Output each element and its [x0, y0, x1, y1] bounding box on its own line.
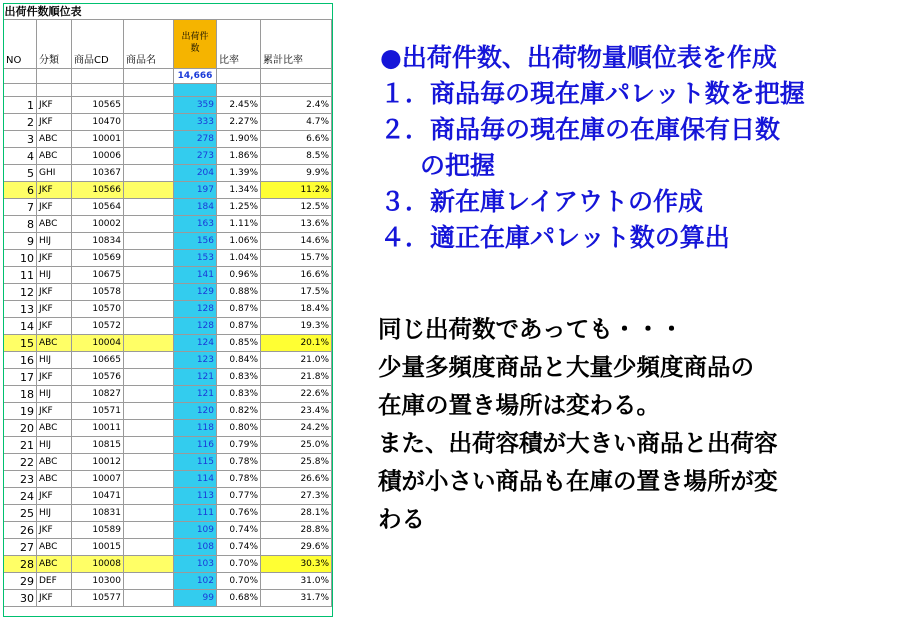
shipments-cell: 184	[174, 199, 217, 216]
shipments-cell: 141	[174, 267, 217, 284]
ratio-cell: 0.84%	[217, 352, 261, 369]
product-name-cell	[124, 301, 174, 318]
product-cd-cell: 10831	[72, 505, 124, 522]
rank-cell: 12	[4, 284, 37, 301]
product-cd-cell: 10367	[72, 165, 124, 182]
table-row	[4, 488, 332, 505]
header-shipments-line1: 出荷件	[181, 32, 209, 42]
product-name-cell	[124, 233, 174, 250]
category-cell: ABC	[37, 131, 72, 148]
shipments-cell: 111	[174, 505, 217, 522]
product-cd-cell: 10569	[72, 250, 124, 267]
product-cd-cell: 10011	[72, 420, 124, 437]
ratio-cell: 0.82%	[217, 403, 261, 420]
table-row	[4, 182, 332, 199]
product-cd-cell: 10570	[72, 301, 124, 318]
shipments-cell: 273	[174, 148, 217, 165]
note-line-6: わる	[378, 505, 425, 533]
product-name-cell	[124, 420, 174, 437]
shipments-cell: 124	[174, 335, 217, 352]
cumulative-ratio-cell: 28.1%	[261, 505, 332, 522]
ratio-cell: 0.78%	[217, 471, 261, 488]
table-row	[4, 352, 332, 369]
point-4: ４．適正在庫パレット数の算出	[380, 223, 730, 252]
product-name-cell	[124, 131, 174, 148]
product-name-cell	[124, 403, 174, 420]
product-cd-cell: 10675	[72, 267, 124, 284]
category-cell: JKF	[37, 318, 72, 335]
shipments-cell: 128	[174, 301, 217, 318]
table-row	[4, 590, 332, 607]
product-name-cell	[124, 573, 174, 590]
note-line-1: 同じ出荷数であっても・・・	[378, 315, 684, 343]
cumulative-ratio-cell: 26.6%	[261, 471, 332, 488]
shipments-cell: 115	[174, 454, 217, 471]
cumulative-ratio-cell: 16.6%	[261, 267, 332, 284]
product-cd-cell: 10577	[72, 590, 124, 607]
category-cell: JKF	[37, 284, 72, 301]
product-cd-cell: 10571	[72, 403, 124, 420]
rank-cell: 25	[4, 505, 37, 522]
product-name-cell	[124, 522, 174, 539]
blank-row	[4, 84, 332, 97]
category-cell: JKF	[37, 522, 72, 539]
blank-cell	[174, 84, 217, 97]
product-name-cell	[124, 471, 174, 488]
ratio-cell: 0.78%	[217, 454, 261, 471]
product-cd-cell: 10006	[72, 148, 124, 165]
product-name-cell	[124, 216, 174, 233]
product-name-cell	[124, 539, 174, 556]
category-cell: JKF	[37, 182, 72, 199]
cumulative-ratio-cell: 30.3%	[261, 556, 332, 573]
product-cd-cell: 10566	[72, 182, 124, 199]
category-cell: JKF	[37, 250, 72, 267]
category-cell: DEF	[37, 573, 72, 590]
ratio-cell: 0.87%	[217, 318, 261, 335]
product-cd-cell: 10564	[72, 199, 124, 216]
table-row	[4, 301, 332, 318]
shipments-cell: 108	[174, 539, 217, 556]
cumulative-ratio-cell: 28.8%	[261, 522, 332, 539]
table-title: 出荷件数順位表	[4, 5, 82, 18]
point-3: ３．新在庫レイアウトの作成	[380, 187, 704, 216]
ratio-cell: 1.04%	[217, 250, 261, 267]
shipments-cell: 197	[174, 182, 217, 199]
table-row	[4, 97, 332, 114]
total-cell-empty	[124, 69, 174, 84]
cumulative-ratio-cell: 6.6%	[261, 131, 332, 148]
blank-cell	[37, 84, 72, 97]
category-cell: ABC	[37, 556, 72, 573]
ratio-cell: 1.86%	[217, 148, 261, 165]
category-cell: JKF	[37, 403, 72, 420]
ratio-cell: 0.88%	[217, 284, 261, 301]
shipments-cell: 204	[174, 165, 217, 182]
ratio-cell: 0.77%	[217, 488, 261, 505]
total-cell-empty	[261, 69, 332, 84]
total-cell-empty	[72, 69, 124, 84]
shipments-cell: 114	[174, 471, 217, 488]
rank-cell: 7	[4, 199, 37, 216]
product-cd-cell: 10565	[72, 97, 124, 114]
table-row	[4, 556, 332, 573]
shipments-cell: 156	[174, 233, 217, 250]
point-2: ２．商品毎の現在庫の在庫保有日数	[380, 115, 781, 144]
table-row	[4, 573, 332, 590]
product-cd-cell: 10576	[72, 369, 124, 386]
rank-cell: 19	[4, 403, 37, 420]
category-cell: JKF	[37, 114, 72, 131]
title-row	[4, 3, 332, 20]
cumulative-ratio-cell: 17.5%	[261, 284, 332, 301]
product-cd-cell: 10578	[72, 284, 124, 301]
cumulative-ratio-cell: 25.8%	[261, 454, 332, 471]
header-category: 分類	[37, 20, 72, 69]
product-name-cell	[124, 165, 174, 182]
header-product-name: 商品名	[124, 20, 174, 69]
product-cd-cell: 10665	[72, 352, 124, 369]
cumulative-ratio-cell: 29.6%	[261, 539, 332, 556]
product-name-cell	[124, 488, 174, 505]
product-cd-cell: 10015	[72, 539, 124, 556]
shipments-cell: 113	[174, 488, 217, 505]
product-name-cell	[124, 97, 174, 114]
table-row	[4, 539, 332, 556]
product-cd-cell: 10471	[72, 488, 124, 505]
product-cd-cell: 10589	[72, 522, 124, 539]
product-name-cell	[124, 267, 174, 284]
product-cd-cell: 10001	[72, 131, 124, 148]
table-row	[4, 386, 332, 403]
category-cell: JKF	[37, 369, 72, 386]
ratio-cell: 2.45%	[217, 97, 261, 114]
shipments-cell: 123	[174, 352, 217, 369]
product-name-cell	[124, 335, 174, 352]
category-cell: ABC	[37, 454, 72, 471]
product-cd-cell: 10470	[72, 114, 124, 131]
shipments-cell: 109	[174, 522, 217, 539]
rank-cell: 2	[4, 114, 37, 131]
category-cell: JKF	[37, 590, 72, 607]
category-cell: HIJ	[37, 233, 72, 250]
shipments-cell: 128	[174, 318, 217, 335]
table-row	[4, 403, 332, 420]
product-name-cell	[124, 250, 174, 267]
product-cd-cell: 10004	[72, 335, 124, 352]
total-row	[4, 69, 332, 84]
product-cd-cell: 10012	[72, 454, 124, 471]
rank-cell: 6	[4, 182, 37, 199]
cumulative-ratio-cell: 4.7%	[261, 114, 332, 131]
header-shipments-line2: 数	[190, 44, 200, 54]
category-cell: ABC	[37, 471, 72, 488]
cumulative-ratio-cell: 15.7%	[261, 250, 332, 267]
blank-cell	[72, 84, 124, 97]
product-name-cell	[124, 369, 174, 386]
table-row	[4, 471, 332, 488]
point-2-continued: の把握	[420, 151, 496, 180]
category-cell: ABC	[37, 420, 72, 437]
rank-cell: 1	[4, 97, 37, 114]
blank-cell	[217, 84, 261, 97]
product-name-cell	[124, 556, 174, 573]
table-row	[4, 233, 332, 250]
note-line-2: 少量多頻度商品と大量少頻度商品の	[378, 353, 754, 381]
shipments-cell: 99	[174, 590, 217, 607]
total-cell-empty	[217, 69, 261, 84]
cumulative-ratio-cell: 21.8%	[261, 369, 332, 386]
table-row	[4, 165, 332, 182]
shipments-cell: 121	[174, 386, 217, 403]
table-row	[4, 505, 332, 522]
shipments-cell: 121	[174, 369, 217, 386]
category-cell: JKF	[37, 488, 72, 505]
rank-cell: 10	[4, 250, 37, 267]
shipment-ranking-table	[3, 3, 332, 607]
note-line-5: 積が小さい商品も在庫の置き場所が変	[378, 467, 778, 495]
ratio-cell: 1.25%	[217, 199, 261, 216]
category-cell: JKF	[37, 97, 72, 114]
note-line-3: 在庫の置き場所は変わる。	[378, 391, 660, 419]
cumulative-ratio-cell: 31.0%	[261, 573, 332, 590]
ratio-cell: 0.80%	[217, 420, 261, 437]
product-name-cell	[124, 505, 174, 522]
cumulative-ratio-cell: 8.5%	[261, 148, 332, 165]
header-no: NO	[4, 20, 37, 69]
key-points	[380, 40, 900, 256]
ratio-cell: 1.11%	[217, 216, 261, 233]
shipments-cell: 116	[174, 437, 217, 454]
point-1: １．商品毎の現在庫パレット数を把握	[380, 79, 805, 108]
product-cd-cell: 10008	[72, 556, 124, 573]
rank-cell: 20	[4, 420, 37, 437]
points-heading: ●出荷件数、出荷物量順位表を作成	[380, 43, 777, 72]
header-row	[4, 20, 332, 69]
cumulative-ratio-cell: 31.7%	[261, 590, 332, 607]
table-row	[4, 522, 332, 539]
product-name-cell	[124, 437, 174, 454]
table-row	[4, 454, 332, 471]
header-cumulative: 累計比率	[261, 20, 332, 69]
table-row	[4, 267, 332, 284]
ratio-cell: 1.90%	[217, 131, 261, 148]
table-row	[4, 284, 332, 301]
rank-cell: 15	[4, 335, 37, 352]
product-name-cell	[124, 318, 174, 335]
table-row	[4, 369, 332, 386]
shipments-cell: 118	[174, 420, 217, 437]
cumulative-ratio-cell: 23.4%	[261, 403, 332, 420]
shipments-cell: 278	[174, 131, 217, 148]
cumulative-ratio-cell: 18.4%	[261, 301, 332, 318]
cumulative-ratio-cell: 24.2%	[261, 420, 332, 437]
shipments-cell: 102	[174, 573, 217, 590]
ratio-cell: 0.68%	[217, 590, 261, 607]
product-cd-cell: 10002	[72, 216, 124, 233]
shipments-cell: 129	[174, 284, 217, 301]
table-row	[4, 216, 332, 233]
rank-cell: 21	[4, 437, 37, 454]
ratio-cell: 0.70%	[217, 573, 261, 590]
category-cell: ABC	[37, 216, 72, 233]
shipments-cell: 359	[174, 97, 217, 114]
table-row	[4, 148, 332, 165]
blank-cell	[4, 84, 37, 97]
product-cd-cell: 10007	[72, 471, 124, 488]
rank-cell: 17	[4, 369, 37, 386]
shipments-cell: 333	[174, 114, 217, 131]
product-cd-cell: 10827	[72, 386, 124, 403]
ratio-cell: 2.27%	[217, 114, 261, 131]
table-row	[4, 250, 332, 267]
total-shipments: 14,666	[174, 69, 217, 84]
product-cd-cell: 10815	[72, 437, 124, 454]
table-row	[4, 199, 332, 216]
rank-cell: 9	[4, 233, 37, 250]
ratio-cell: 0.76%	[217, 505, 261, 522]
rank-cell: 26	[4, 522, 37, 539]
cumulative-ratio-cell: 20.1%	[261, 335, 332, 352]
header-product-cd: 商品CD	[72, 20, 124, 69]
cumulative-ratio-cell: 13.6%	[261, 216, 332, 233]
cumulative-ratio-cell: 21.0%	[261, 352, 332, 369]
product-name-cell	[124, 182, 174, 199]
cumulative-ratio-cell: 25.0%	[261, 437, 332, 454]
product-name-cell	[124, 284, 174, 301]
shipments-cell: 163	[174, 216, 217, 233]
category-cell: JKF	[37, 199, 72, 216]
header-ratio: 比率	[217, 20, 261, 69]
category-cell: HIJ	[37, 505, 72, 522]
note-line-4: また、出荷容積が大きい商品と出荷容	[378, 429, 778, 457]
ratio-cell: 0.70%	[217, 556, 261, 573]
product-name-cell	[124, 199, 174, 216]
rank-cell: 23	[4, 471, 37, 488]
total-cell-empty	[37, 69, 72, 84]
product-name-cell	[124, 114, 174, 131]
category-cell: JKF	[37, 301, 72, 318]
blank-cell	[124, 84, 174, 97]
rank-cell: 28	[4, 556, 37, 573]
cumulative-ratio-cell: 14.6%	[261, 233, 332, 250]
rank-cell: 3	[4, 131, 37, 148]
ratio-cell: 0.74%	[217, 539, 261, 556]
product-name-cell	[124, 352, 174, 369]
product-cd-cell: 10300	[72, 573, 124, 590]
category-cell: GHI	[37, 165, 72, 182]
table-row	[4, 335, 332, 352]
category-cell: HIJ	[37, 267, 72, 284]
rank-cell: 18	[4, 386, 37, 403]
table-row	[4, 420, 332, 437]
product-cd-cell: 10572	[72, 318, 124, 335]
ratio-cell: 0.74%	[217, 522, 261, 539]
rank-cell: 13	[4, 301, 37, 318]
ratio-cell: 1.39%	[217, 165, 261, 182]
category-cell: ABC	[37, 539, 72, 556]
cumulative-ratio-cell: 22.6%	[261, 386, 332, 403]
ratio-cell: 0.96%	[217, 267, 261, 284]
shipments-cell: 103	[174, 556, 217, 573]
category-cell: HIJ	[37, 352, 72, 369]
blank-cell	[261, 84, 332, 97]
rank-cell: 5	[4, 165, 37, 182]
header-shipments	[174, 20, 217, 69]
rank-cell: 22	[4, 454, 37, 471]
total-cell-empty	[4, 69, 37, 84]
ratio-cell: 0.79%	[217, 437, 261, 454]
rank-cell: 27	[4, 539, 37, 556]
shipments-cell: 153	[174, 250, 217, 267]
explanation-note	[378, 310, 903, 538]
rank-cell: 16	[4, 352, 37, 369]
rank-cell: 8	[4, 216, 37, 233]
rank-cell: 24	[4, 488, 37, 505]
rank-cell: 11	[4, 267, 37, 284]
category-cell: ABC	[37, 148, 72, 165]
cumulative-ratio-cell: 11.2%	[261, 182, 332, 199]
product-cd-cell: 10834	[72, 233, 124, 250]
rank-cell: 14	[4, 318, 37, 335]
table-row	[4, 131, 332, 148]
product-name-cell	[124, 454, 174, 471]
product-name-cell	[124, 590, 174, 607]
category-cell: HIJ	[37, 437, 72, 454]
rank-cell: 29	[4, 573, 37, 590]
cumulative-ratio-cell: 27.3%	[261, 488, 332, 505]
ratio-cell: 1.34%	[217, 182, 261, 199]
ratio-cell: 0.87%	[217, 301, 261, 318]
table-row	[4, 114, 332, 131]
cumulative-ratio-cell: 2.4%	[261, 97, 332, 114]
ratio-cell: 0.83%	[217, 386, 261, 403]
cumulative-ratio-cell: 12.5%	[261, 199, 332, 216]
rank-cell: 4	[4, 148, 37, 165]
table-row	[4, 437, 332, 454]
cumulative-ratio-cell: 9.9%	[261, 165, 332, 182]
rank-cell: 30	[4, 590, 37, 607]
table-row	[4, 318, 332, 335]
shipments-cell: 120	[174, 403, 217, 420]
category-cell: HIJ	[37, 386, 72, 403]
product-name-cell	[124, 386, 174, 403]
ratio-cell: 0.85%	[217, 335, 261, 352]
category-cell: ABC	[37, 335, 72, 352]
ratio-cell: 0.83%	[217, 369, 261, 386]
product-name-cell	[124, 148, 174, 165]
cumulative-ratio-cell: 19.3%	[261, 318, 332, 335]
ratio-cell: 1.06%	[217, 233, 261, 250]
